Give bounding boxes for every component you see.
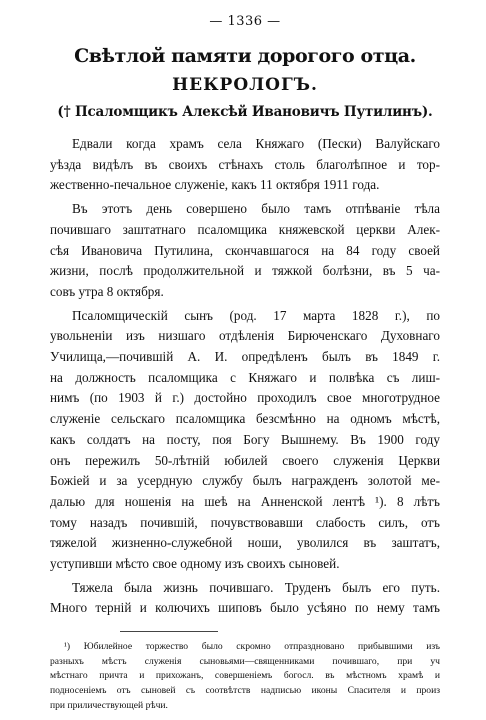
text-line: Тяжела была жизнь почившаго. Труденъ былъ его путь. bbox=[72, 579, 440, 595]
article-subtitle: НЕКРОЛОГЪ. bbox=[172, 75, 318, 95]
paragraph-4 bbox=[50, 578, 440, 619]
paragraph-1 bbox=[50, 134, 440, 196]
footnote bbox=[50, 640, 440, 713]
text-line: тяжелой жизненно-служебной ноши, уволился въ заштатъ, bbox=[50, 535, 440, 551]
text-line: сѣя Ивановича Путилина, скончавшагося на 84 году своей bbox=[50, 242, 440, 258]
text-line: почившаго заштатнаго псаломщика княжевской церкви Алек- bbox=[50, 221, 440, 237]
page-number: — 1336 — bbox=[209, 14, 281, 29]
paragraph-3 bbox=[50, 306, 440, 575]
footnote-line: мѣстнаго причта и прихожанъ, совершеніемъ богосл. въ мѣстномъ храмѣ и bbox=[50, 670, 440, 682]
text-line: Въ этотъ день совершено было тамъ отпѣваніе тѣла bbox=[72, 201, 440, 217]
text-line: совъ утра 8 октября. bbox=[50, 283, 164, 299]
text-line: жественно-печальное служеніе, какъ 11 октября 1911 года. bbox=[50, 177, 380, 193]
text-line: увольненіи изъ низшаго отдѣленія Бирюченскаго Духовнаго bbox=[50, 328, 440, 344]
text-line: уступивши мѣсто свое одному изъ своихъ сыновей. bbox=[50, 556, 340, 572]
article-title: Свѣтлой памяти дорогого отца. bbox=[74, 45, 416, 67]
text-line: Божіей и за усердную службу былъ награжденъ золотой ме- bbox=[50, 473, 440, 489]
footnote-line: подносеніемъ отъ сыновей съ соотвѣтств надписью иконы Спасителя и произ bbox=[50, 684, 440, 696]
text-line: Псаломщическій сынъ (род. 17 марта 1828 г.), по bbox=[72, 307, 440, 323]
text-line: уѣзда видѣлъ въ своихъ стѣнахъ столь благолѣпное и тор- bbox=[50, 156, 440, 172]
text-line: нимъ (по 1903 й г.) достойно проходилъ свое многотрудное bbox=[50, 390, 440, 406]
text-line: какъ солдатъ на посту, поя Богу Вышнему. Въ 1900 году bbox=[50, 431, 440, 447]
text-line: далью для ношенія на шеѣ на Анненской лентѣ ¹). 8 лѣтъ bbox=[50, 493, 440, 509]
text-line: служеніе сельскаго псаломщика безсмѣнно на одномъ мѣстѣ, bbox=[50, 411, 440, 427]
text-line: на должность псаломщика с Княжаго и полвѣка съ лиш- bbox=[50, 369, 440, 385]
footnote-line: разныхъ мѣстъ служенія сыновьями—священниками почившаго, при уч bbox=[50, 655, 440, 667]
text-line: онъ пережилъ 50-лѣтній юбилей своего служенія Церкви bbox=[50, 452, 440, 468]
paragraph-2 bbox=[50, 199, 440, 303]
text-line: Училища,—почившій А. И. опредѣленъ былъ въ 1849 г. bbox=[50, 349, 440, 365]
footnote-line: при приличествующей рѣчи. bbox=[50, 699, 168, 711]
article-body bbox=[50, 134, 440, 619]
footnote-divider bbox=[120, 631, 218, 632]
text-line: Едвали когда храмъ села Княжаго (Пески) Валуйскаго bbox=[72, 136, 440, 151]
text-line: жизни, послѣ продолжительной и тяжкой болѣзни, въ 5 ча- bbox=[50, 263, 440, 279]
deceased-name: († Псаломщикъ Алексѣй Ивановичъ Путилинъ). bbox=[57, 104, 433, 120]
footnote-line: ¹) Юбилейное торжество было скромно отпраздновано прибывшими изъ bbox=[64, 641, 440, 653]
text-line: Много терній и колючихъ шиповъ было усѣяно по нему тамъ bbox=[50, 600, 440, 616]
text-line: тому назадъ почившій, почувствовавши слабость силъ, отъ bbox=[50, 514, 440, 530]
